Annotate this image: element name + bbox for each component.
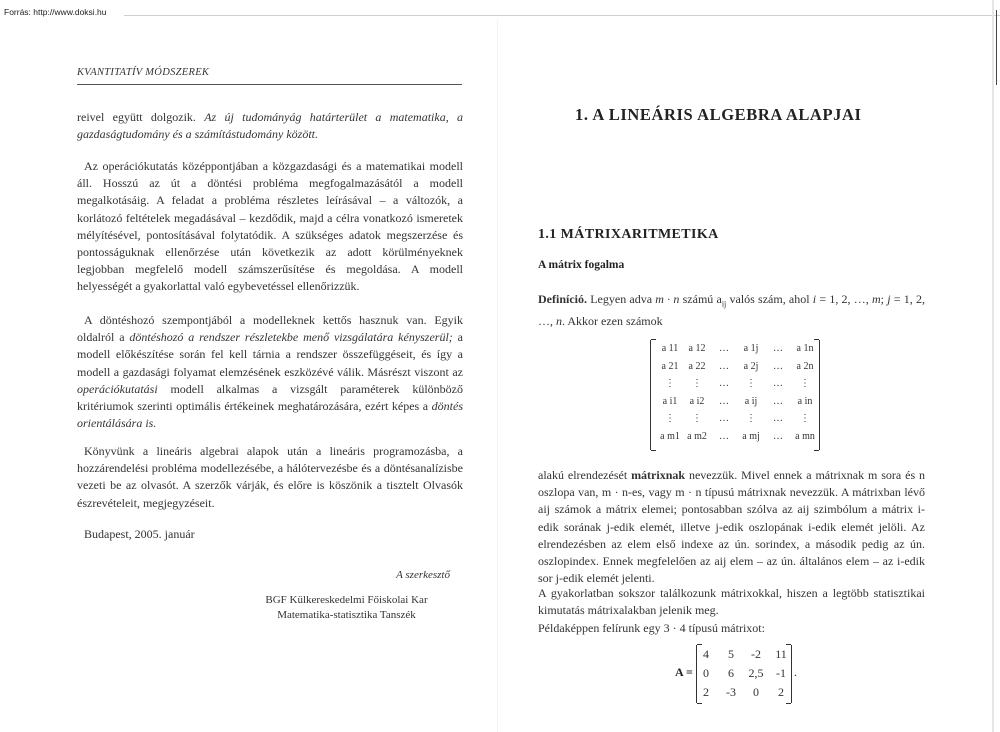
def-j: j	[887, 292, 891, 306]
p3-italic-f: döntés orientálására is.	[77, 399, 463, 431]
general-matrix-cell: …	[773, 343, 783, 354]
example-matrix-cell: 0	[703, 666, 709, 680]
p3-text-c: a modell előkészítése során fel kell tárnia a rendszer összefüggéseit, és így a modell a gazdasági folyamat elemzésének eszközévé válik. Másrészt viszont az	[77, 330, 464, 379]
p3-italic-b: döntéshozó a rendszer részletekbe menő vizsgálatára kényszerül;	[129, 330, 453, 345]
p3-text-e: modell alkalmas a vizsgált paraméterek különböző kritériumok szerinti optimális értékeinek meghatározására, ezért képes a	[77, 381, 463, 414]
general-matrix-cell: ⋮	[692, 413, 702, 424]
date-line: Budapest, 2005. január	[84, 527, 195, 541]
running-head: KVANTITATÍV MÓDSZEREK	[77, 67, 210, 78]
general-matrix-cell: a mn	[795, 430, 815, 442]
general-matrix-cell: ⋮	[800, 413, 810, 424]
general-matrix-cell: a m1	[660, 430, 680, 442]
general-matrix-cell: a 2j	[743, 360, 759, 372]
source-url: Forrás: http://www.doksi.hu	[4, 7, 107, 17]
def-text-e: ;	[880, 292, 888, 306]
def-text-c: valós szám, ahol	[726, 292, 813, 306]
general-matrix-cell: a 11	[661, 343, 679, 354]
example-matrix-cell: 2	[703, 685, 709, 699]
general-matrix-cell: a in	[797, 395, 813, 407]
section-title: 1.1 MÁTRIXARITMETIKA	[538, 227, 719, 242]
general-matrix-cell: ⋮	[746, 378, 756, 389]
subsection-title: A mátrix fogalma	[538, 259, 625, 271]
after-bold-b: mátrixnak	[631, 468, 686, 482]
general-matrix-cell: …	[719, 395, 729, 407]
general-matrix-cell: a i1	[662, 395, 678, 407]
general-matrix-cell: a mj	[742, 430, 760, 442]
page-edge	[992, 0, 994, 732]
example-matrix-cell: -1	[776, 666, 786, 680]
general-matrix-cell: a ij	[744, 395, 758, 407]
example-matrix-cell: 2	[778, 685, 784, 699]
running-head-rule	[77, 84, 462, 85]
general-matrix-cell: ⋮	[665, 413, 675, 424]
general-matrix-cell: a 1j	[743, 343, 759, 354]
general-matrix-cell: ⋮	[746, 413, 756, 424]
general-matrix-cell: a m2	[687, 430, 707, 442]
general-matrix-cell: …	[773, 395, 783, 407]
general-matrix-cell: …	[719, 378, 729, 389]
after-text-c: nevezzük. Mivel ennek a mátrixnak m sora és n oszlopa van, m · n-es, vagy m · n típusú mátrixnak nevezzük. A mátrixban lévő aij számok a mátrix elemei; pontosabban szólva az aij szimbólum a mátrix i-edik sorának j-edik elemét, illetve j-edik oszlopának i-edik elemét jelöli. Az elrendezésben az elem első indexe az ún. sorindex, a második pedig az ún. oszlopindex. Ennek megfelelően az aij elem – az ún. általános elem – az i-edik sor j-edik elemét jelenti.	[538, 468, 925, 586]
affiliation-line-2: Matematika-statisztika Tanszék	[277, 609, 416, 621]
general-matrix-cell: a 2n	[796, 360, 814, 372]
example-matrix-cell: 6	[728, 666, 734, 680]
definition-label: Definíció.	[538, 292, 587, 306]
general-matrix-cell: a 1n	[796, 343, 814, 354]
p3-italic-d: operációkutatási	[77, 381, 158, 396]
def-text-f: = 1, 2, …,	[538, 292, 925, 328]
def-text-d: = 1, 2, …,	[816, 292, 872, 306]
def-mn: m · n	[655, 292, 680, 306]
example-matrix-period: .	[794, 665, 797, 679]
chapter-title: 1. A LINEÁRIS ALGEBRA ALAPJAI	[575, 105, 862, 124]
example-matrix-cell: -2	[751, 647, 761, 661]
definition-paragraph	[538, 291, 925, 330]
header-rule	[124, 15, 1000, 16]
p3-text-a: A döntéshozó szempontjából a modelleknek kettős hasznuk van. Egyik oldalról a	[77, 313, 463, 345]
def-text-a: Legyen adva	[587, 292, 656, 306]
def-i: i	[812, 292, 817, 306]
editor-signature: A szerkesztő	[396, 569, 450, 581]
general-matrix-cell: …	[719, 343, 729, 354]
general-matrix-cell: …	[719, 430, 729, 442]
paragraph-modelling: Az operációkutatás középpontjában a közgazdasági és a matematikai modell áll. Hosszú az út a döntési probléma megfogalmazásától a modell megalkotásáig. A feladat a probléma részletes leírásával – a változók, a korlátozó feltételek megadásával – kezdődik, majd a célra vonatkozó ismeretek mélyítésével, pontosításával folytatódik. A szükséges adatok megszerzése és pontosságuknak ellenőrzése után következik az adott körülményeknek legjobban megfelelő modell számszerűsítése és megoldása. A modell helyességét a gyakorlattal való egybevetéssel ellenőrizzük.	[77, 159, 463, 294]
page-spine	[497, 20, 498, 732]
example-matrix-cell: 4	[703, 647, 709, 661]
intro-italic-text: Az új tudományág határterület a matematika, a gazdaságtudomány és a számítástudomány között.	[77, 110, 463, 142]
general-matrix-cell: ⋮	[800, 378, 810, 389]
page-edge-mark	[996, 10, 997, 85]
intro-paragraph	[77, 109, 463, 143]
paragraph-book-contents: Könyvünk a lineáris algebrai alapok után a lineáris programozásba, a hozzárendelési probléma modellezésébe, a hálótervezésbe és a döntésanalízisbe vezeti be az olvasót. A szerzők várják, és előre is köszönik a tisztelt Olvasók észrevételeit, megjegyzéseit.	[77, 444, 463, 510]
example-matrix-cell: 2,5	[748, 666, 764, 680]
example-matrix-label: A =	[675, 665, 693, 679]
paragraph-statistics: A gyakorlatban sokszor találkozunk mátrixokkal, hiszen a legtöbb statisztikai kimutatás mátrixalakban jelenik meg.	[538, 586, 925, 618]
example-matrix-cell: 0	[753, 685, 759, 699]
general-matrix-cell: a 21	[661, 360, 679, 372]
general-matrix-cell: …	[773, 360, 783, 372]
paragraph-example: Példaképpen felírunk egy 3 · 4 típusú mátrixot:	[538, 621, 765, 635]
after-text-a: alakú elrendezését	[538, 468, 632, 482]
example-matrix	[696, 645, 792, 703]
general-matrix-cell: …	[719, 360, 729, 372]
example-matrix-cell: 11	[775, 647, 787, 661]
def-ij-subscript: ij	[721, 299, 727, 309]
general-matrix-cell: ⋮	[692, 378, 702, 389]
def-m: m	[872, 292, 881, 306]
paragraph-decision-maker	[77, 312, 463, 432]
example-matrix-cell: -3	[726, 685, 736, 699]
general-matrix	[650, 340, 820, 450]
example-matrix-cell: 5	[728, 647, 734, 661]
general-matrix-cell: …	[773, 413, 783, 424]
def-n: n	[556, 313, 562, 328]
paragraph-matrix-definition	[538, 467, 925, 587]
general-matrix-cell: …	[773, 378, 783, 389]
general-matrix-cell: a 12	[688, 343, 706, 354]
intro-text: reivel együtt dolgozik.	[77, 110, 205, 124]
general-matrix-cell: …	[773, 430, 783, 442]
general-matrix-cell: …	[719, 413, 729, 424]
general-matrix-cell: a 22	[688, 360, 706, 372]
def-text-b: számú a	[679, 292, 722, 306]
general-matrix-cell: ⋮	[665, 378, 675, 389]
general-matrix-cell: a i2	[689, 395, 705, 407]
affiliation-line-1: BGF Külkereskedelmi Főiskolai Kar	[265, 594, 428, 606]
def-text-g: . Akkor ezen számok	[562, 313, 663, 328]
